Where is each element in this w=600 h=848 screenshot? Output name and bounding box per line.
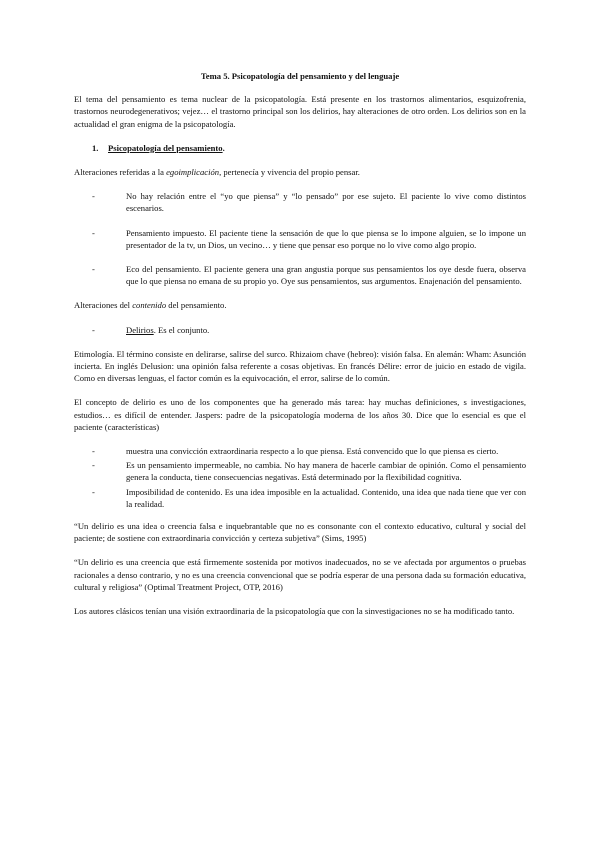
- text-span: Alteraciones del: [74, 300, 133, 311]
- underlined-term: Delirios: [126, 324, 154, 335]
- dash-bullet: -: [92, 324, 95, 335]
- list-item-text: Pensamiento impuesto. El paciente tiene la sensación de que lo que piensa se lo impone alguien, se lo impone un presentador de la tv, un Dios, un vecino… y tiene que pensar eso porque no lo vive como algo propio.: [126, 227, 526, 250]
- dash-bullet: -: [92, 446, 95, 457]
- section-number: 1.: [92, 142, 99, 153]
- dash-bullet: -: [92, 191, 95, 202]
- egoimplicacion-list: [74, 190, 526, 287]
- concepto-paragraph: El concepto de delirio es uno de los componentes que ha generado más tarea: hay muchas definiciones, s investigaciones, estudios… es difícil de entender. Jaspers: padre de la psicopatología moderna de los años 30. Dice que lo esencial es que el paciente (características): [74, 397, 526, 432]
- list-item-text: Eco del pensamiento. El paciente genera una gran angustia porque sus pensamientos los oye desde fuera, observa que lo que piensa no emana de su propio yo. Oye sus pensamientos, sus argumentos. Enajenación del pensamiento.: [126, 264, 526, 287]
- list-item: [92, 324, 526, 336]
- text-span: , pertenecía y vivencia del propio pensar.: [219, 167, 360, 178]
- list-item-text: muestra una convicción extraordinaria respecto a lo que piensa. Está convencido que lo que piensa es cierto.: [126, 446, 499, 457]
- list-item: [92, 459, 526, 483]
- caracteristicas-list: [74, 445, 526, 510]
- page-title: Tema 5. Psicopatología del pensamiento y del lenguaje: [200, 71, 400, 81]
- list-item: [92, 227, 526, 251]
- dash-bullet: -: [92, 264, 95, 275]
- list-item: [92, 486, 526, 510]
- contenido-intro: [74, 299, 526, 311]
- italic-term: contenido: [132, 300, 167, 311]
- list-item-text: . Es el conjunto.: [153, 324, 210, 335]
- list-item-text: Es un pensamiento impermeable, no cambia. No hay manera de hacerle cambiar de opinión. Como el pensamiento genera la conducta, tiene consecuencias negativas. Está determinado por la flexibilidad cognitiva.: [126, 460, 526, 483]
- list-item: [92, 263, 526, 287]
- delirios-list: [74, 324, 526, 336]
- section-title: Psicopatología del pensamiento: [108, 142, 223, 153]
- quote-sims: “Un delirio es una idea o creencia falsa e inquebrantable que no es consonante con el contexto educativo, cultural y social del paciente; de sostiene con extraordinaria convicción y certeza subjetiva” (Sims, 1995): [74, 521, 526, 544]
- text-span: del pensamiento.: [166, 300, 227, 311]
- dash-bullet: -: [92, 227, 95, 238]
- dash-bullet: -: [92, 460, 95, 471]
- intro-paragraph: El tema del pensamiento es tema nuclear de la psicopatología. Está presente en los trastornos alimentarios, esquizofrenia, trastornos neurodegenerativos; vejez… el trastorno principal son los delirios, hay alteraciones de otro orden. Los delirios son en la actualidad el gran enigma de la psicopatología.: [74, 94, 526, 129]
- closing-paragraph: Los autores clásicos tenían una visión extraordinaria de la psicopatología que con la sinvestigaciones no se ha modificado tanto.: [74, 606, 515, 617]
- italic-term: egoimplicación: [166, 167, 220, 178]
- egoimplicacion-intro: [74, 166, 526, 178]
- quote-otp: “Un delirio es una creencia que está firmemente sostenida por motivos inadecuados, no se ve afectada por argumentos o pruebas racionales a denso contrario, y no es una creencia convencional que se podría esperar de una persona dada su formación educativa, cultural y religiosa” (Optimal Treatment Project, OTP, 2016): [74, 557, 526, 592]
- list-item: [92, 445, 526, 457]
- list-item-text: Imposibilidad de contenido. Es una idea imposible en la actualidad. Contenido, una idea que nada tiene que ver con la realidad.: [126, 486, 526, 509]
- dash-bullet: -: [92, 486, 95, 497]
- text-span: Alteraciones referidas a la: [74, 167, 167, 178]
- list-item: [92, 190, 526, 214]
- etimologia-paragraph: Etimología. El término consiste en delirarse, salirse del surco. Rhizaiom chave (hebreo): visión falsa. En alemán: Wham: Asunción incierta. En inglés Delusion: una opinión falsa referente a cosas objetivas. En francés Délire: error de juicio en estado de vigila. Como en diversas lenguas, el factor común es la equivocación, el error, salirse de lo común.: [74, 348, 526, 384]
- section-heading: 1. Psicopatología del pensamiento.: [92, 142, 225, 153]
- list-item-text: No hay relación entre el “yo que piensa” y “lo pensado” por ese sujeto. El paciente lo vive como distintos escenarios.: [126, 191, 526, 214]
